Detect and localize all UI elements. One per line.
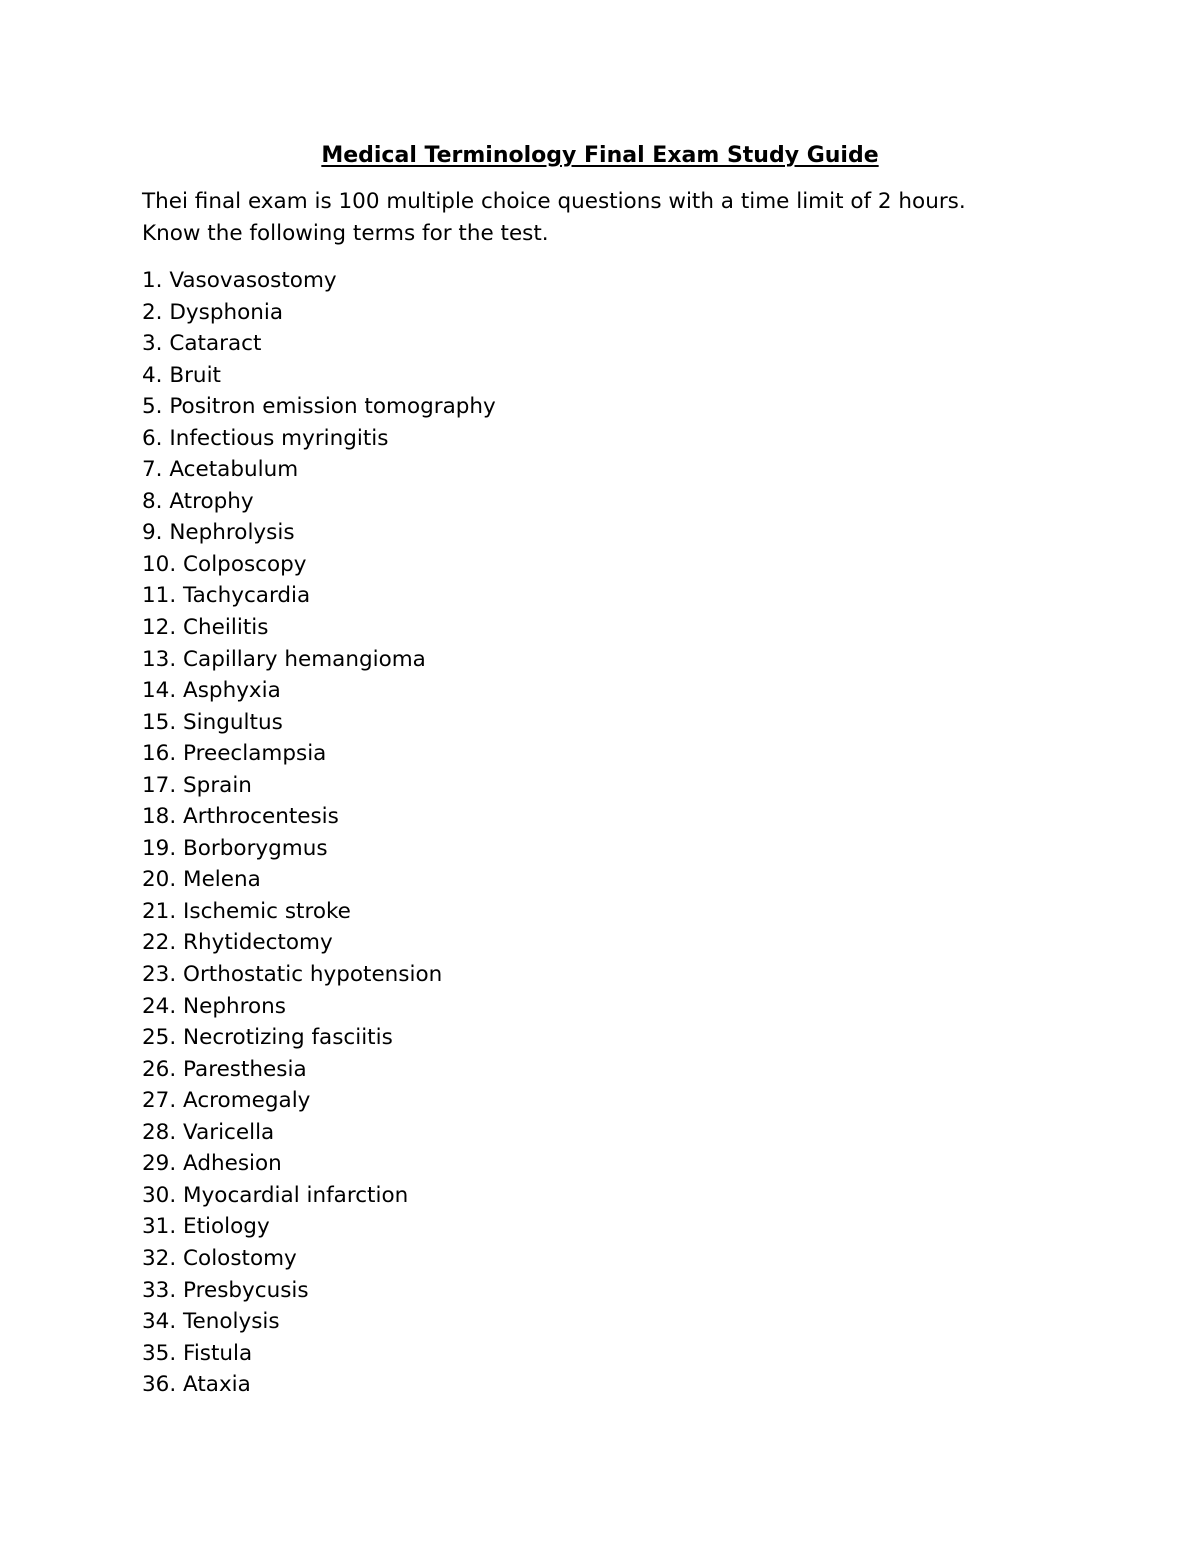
term-item: 31. Etiology — [142, 1214, 270, 1240]
term-item: 8. Atrophy — [142, 488, 254, 514]
term-item: 14. Asphyxia — [142, 678, 281, 704]
intro-paragraph — [142, 186, 1102, 250]
term-item: 3. Cataract — [142, 331, 262, 357]
term-item: 6. Infectious myringitis — [142, 425, 389, 451]
term-item: 30. Myocardial infarction — [142, 1182, 409, 1208]
term-item: 4. Bruit — [142, 362, 221, 388]
term-item: 32. Colostomy — [142, 1245, 297, 1271]
term-item: 24. Nephrons — [142, 993, 286, 1019]
term-item: 15. Singultus — [142, 709, 283, 735]
term-item: 18. Arthrocentesis — [142, 804, 339, 830]
term-item: 22. Rhytidectomy — [142, 930, 333, 956]
term-item: 5. Positron emission tomography — [142, 394, 496, 420]
term-item: 21. Ischemic stroke — [142, 898, 351, 924]
term-item: 2. Dysphonia — [142, 299, 284, 325]
terms-list — [142, 265, 496, 1401]
term-item: 9. Nephrolysis — [142, 520, 295, 546]
term-item: 23. Orthostatic hypotension — [142, 962, 443, 988]
term-item: 27. Acromegaly — [142, 1088, 311, 1114]
term-item: 17. Sprain — [142, 772, 252, 798]
term-item: 10. Colposcopy — [142, 551, 307, 577]
page-title: Medical Terminology Final Exam Study Guide — [321, 143, 879, 168]
term-item: 34. Tenolysis — [142, 1309, 280, 1335]
term-item: 12. Cheilitis — [142, 615, 269, 641]
term-item: 28. Varicella — [142, 1119, 275, 1145]
intro-line: Thei final exam is 100 multiple choice questions with a time limit of 2 hours. — [142, 189, 966, 214]
term-item: 35. Fistula — [142, 1340, 253, 1366]
term-item: 19. Borborygmus — [142, 835, 328, 861]
intro-line: Know the following terms for the test. — [142, 221, 549, 246]
term-item: 1. Vasovasostomy — [142, 268, 337, 293]
term-item: 25. Necrotizing fasciitis — [142, 1025, 393, 1051]
term-item: 20. Melena — [142, 867, 261, 893]
term-item: 33. Presbycusis — [142, 1277, 309, 1303]
term-item: 11. Tachycardia — [142, 583, 311, 609]
term-item: 36. Ataxia — [142, 1372, 251, 1398]
term-item: 7. Acetabulum — [142, 457, 299, 483]
term-item: 16. Preeclampsia — [142, 741, 327, 767]
term-item: 29. Adhesion — [142, 1151, 282, 1177]
term-item: 26. Paresthesia — [142, 1056, 307, 1082]
term-item: 13. Capillary hemangioma — [142, 646, 426, 672]
